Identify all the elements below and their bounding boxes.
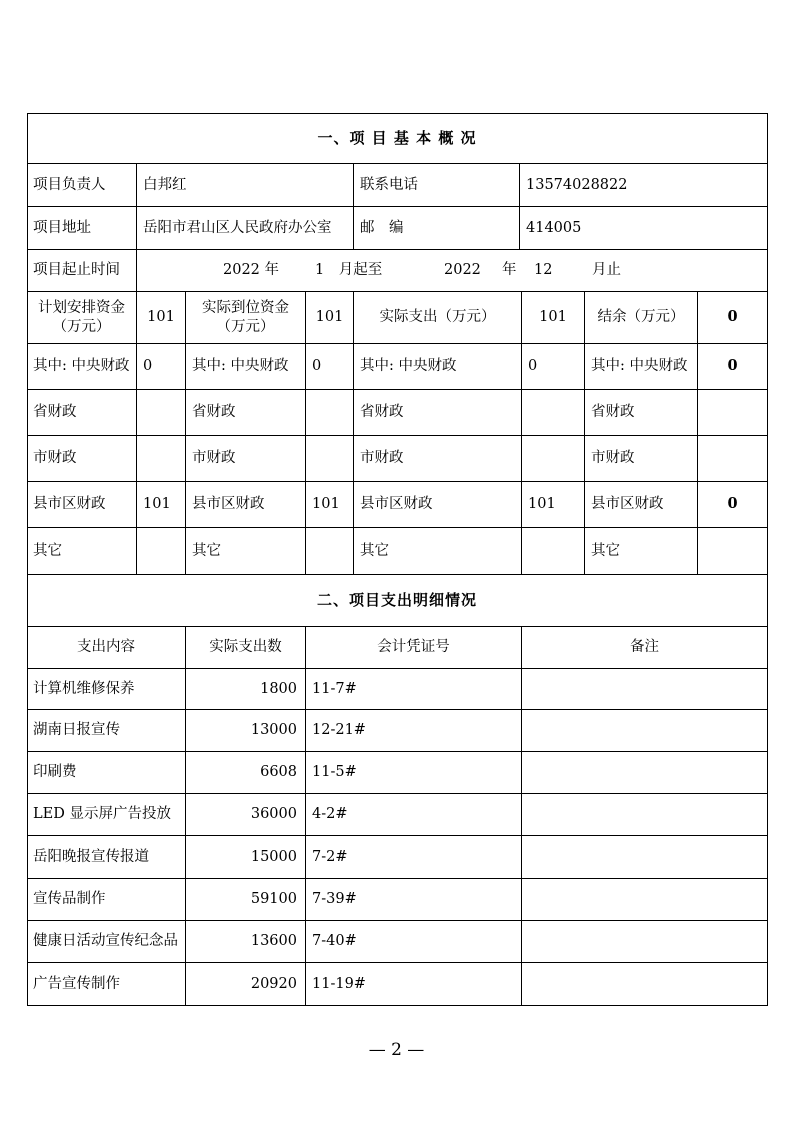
fund-row-value: 0 xyxy=(306,344,354,390)
fund-row-value: 0 xyxy=(137,344,186,390)
fund-row-label: 其中: 中央财政 xyxy=(354,344,522,390)
planned-funds-value: 101 xyxy=(137,292,186,344)
detail-voucher: 11-19# xyxy=(306,963,522,1006)
detail-note xyxy=(522,836,768,879)
fund-row-value: 0 xyxy=(522,344,585,390)
detail-voucher: 11-5# xyxy=(306,752,522,794)
fund-row-value xyxy=(522,436,585,482)
fund-row-label: 省财政 xyxy=(186,390,306,436)
detail-item: 广告宣传制作 xyxy=(27,963,186,1006)
detail-note xyxy=(522,921,768,963)
detail-amount: 59100 xyxy=(186,879,306,921)
fund-row-value: 0 xyxy=(698,482,768,528)
fund-row-value xyxy=(698,390,768,436)
address-text: 岳阳市君山区人民政府办公室 xyxy=(143,219,332,236)
detail-amount: 36000 xyxy=(186,794,306,836)
fund-row-value: 101 xyxy=(137,482,186,528)
fund-row-label: 市财政 xyxy=(354,436,522,482)
fund-row-value xyxy=(137,436,186,482)
fund-row-label: 县市区财政 xyxy=(27,482,137,528)
detail-voucher: 7-2# xyxy=(306,836,522,879)
period-start-month: 1 月起至 xyxy=(315,262,383,279)
fund-row-label: 县市区财政 xyxy=(186,482,306,528)
fund-row-value xyxy=(698,436,768,482)
spent-funds-value: 101 xyxy=(522,292,585,344)
spent-funds-label: 实际支出（万元） xyxy=(354,292,522,344)
fund-row-value xyxy=(522,528,585,575)
fund-row-label: 其中: 中央财政 xyxy=(186,344,306,390)
address-value xyxy=(137,207,354,250)
fund-row-value: 101 xyxy=(306,482,354,528)
fund-row-label: 其它 xyxy=(27,528,137,575)
period-label: 项目起止时间 xyxy=(27,250,137,292)
detail-item: LED 显示屏广告投放 xyxy=(27,794,186,836)
received-funds-value: 101 xyxy=(306,292,354,344)
section-title-details: 二、项目支出明细情况 xyxy=(27,575,768,627)
detail-voucher: 11-7# xyxy=(306,669,522,710)
detail-item: 健康日活动宣传纪念品 xyxy=(27,921,186,963)
detail-amount: 13600 xyxy=(186,921,306,963)
detail-item: 计算机维修保养 xyxy=(27,669,186,710)
fund-row-label: 其它 xyxy=(354,528,522,575)
balance-label: 结余（万元） xyxy=(585,292,698,344)
detail-item: 湖南日报宣传 xyxy=(27,710,186,752)
detail-item: 印刷费 xyxy=(27,752,186,794)
detail-note xyxy=(522,752,768,794)
period-start-year: 2022 年 xyxy=(223,262,280,279)
fund-row-value xyxy=(137,390,186,436)
fund-row-label: 市财政 xyxy=(27,436,137,482)
detail-note xyxy=(522,963,768,1006)
detail-voucher: 4-2# xyxy=(306,794,522,836)
fund-row-label: 市财政 xyxy=(585,436,698,482)
leader-label: 项目负责人 xyxy=(27,164,137,207)
period-end-year-unit: 年 xyxy=(502,262,517,279)
detail-voucher: 12-21# xyxy=(306,710,522,752)
detail-voucher: 7-39# xyxy=(306,879,522,921)
fund-row-value xyxy=(522,390,585,436)
detail-amount: 20920 xyxy=(186,963,306,1006)
balance-value: 0 xyxy=(698,292,768,344)
address-label: 项目地址 xyxy=(27,207,137,250)
detail-note xyxy=(522,710,768,752)
page-number: — 2 — xyxy=(368,1040,425,1060)
fund-row-value: 0 xyxy=(698,344,768,390)
fund-row-label: 省财政 xyxy=(354,390,522,436)
fund-row-label: 其它 xyxy=(585,528,698,575)
fund-row-value xyxy=(137,528,186,575)
received-funds-label: 实际到位资金（万元） xyxy=(186,292,306,344)
detail-amount: 15000 xyxy=(186,836,306,879)
detail-note xyxy=(522,879,768,921)
detail-item: 岳阳晚报宣传报道 xyxy=(27,836,186,879)
fund-row-value xyxy=(306,390,354,436)
col-header-amount: 实际支出数 xyxy=(186,627,306,669)
detail-item: 宣传品制作 xyxy=(27,879,186,921)
fund-row-label: 县市区财政 xyxy=(354,482,522,528)
fund-row-label: 省财政 xyxy=(585,390,698,436)
phone-value: 13574028822 xyxy=(520,164,768,207)
fund-row-value xyxy=(698,528,768,575)
detail-note xyxy=(522,794,768,836)
period-end-unit: 月止 xyxy=(592,262,621,279)
zip-label: 邮 编 xyxy=(354,207,520,250)
detail-voucher: 7-40# xyxy=(306,921,522,963)
col-header-item: 支出内容 xyxy=(27,627,186,669)
fund-row-label: 其中: 中央财政 xyxy=(27,344,137,390)
leader-value: 白邦红 xyxy=(137,164,354,207)
fund-row-value xyxy=(306,528,354,575)
fund-row-label: 其它 xyxy=(186,528,306,575)
fund-row-label: 市财政 xyxy=(186,436,306,482)
period-value xyxy=(137,250,768,292)
zip-value: 414005 xyxy=(520,207,768,250)
fund-row-label: 其中: 中央财政 xyxy=(585,344,698,390)
detail-amount: 13000 xyxy=(186,710,306,752)
section-title-basic: 一、项 目 基 本 概 况 xyxy=(27,113,768,164)
fund-row-value xyxy=(306,436,354,482)
detail-amount: 1800 xyxy=(186,669,306,710)
col-header-voucher: 会计凭证号 xyxy=(306,627,522,669)
phone-label: 联系电话 xyxy=(354,164,520,207)
fund-row-label: 省财政 xyxy=(27,390,137,436)
detail-note xyxy=(522,669,768,710)
period-end-year: 2022 xyxy=(444,262,481,279)
detail-amount: 6608 xyxy=(186,752,306,794)
fund-row-value: 101 xyxy=(522,482,585,528)
col-header-note: 备注 xyxy=(522,627,768,669)
planned-funds-label: 计划安排资金（万元） xyxy=(27,292,137,344)
fund-row-label: 县市区财政 xyxy=(585,482,698,528)
period-end-month: 12 xyxy=(534,262,553,279)
